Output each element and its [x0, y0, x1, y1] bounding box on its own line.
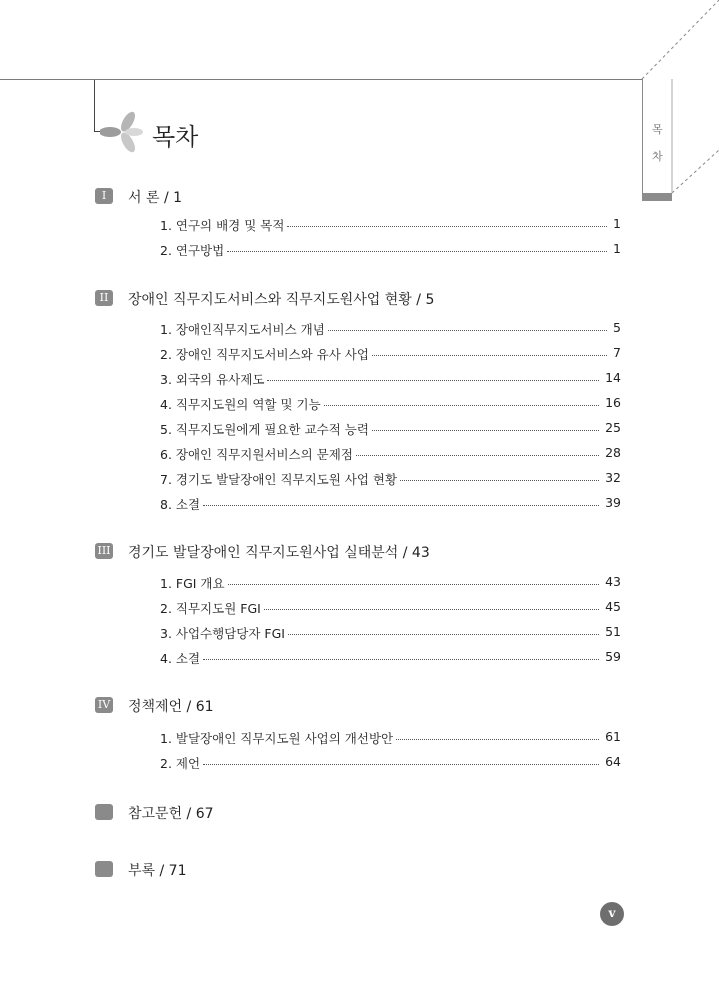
entry-page: 51 — [605, 624, 621, 639]
entry-title: 2. 장애인 직무지도서비스와 유사 사업 — [160, 345, 372, 363]
dot-leader — [288, 634, 599, 635]
dot-leader — [203, 764, 599, 765]
dot-leader — [372, 355, 607, 356]
entry-title: 2. 연구방법 — [160, 241, 227, 259]
entry-title: 7. 경기도 발달장애인 직무지도원 사업 현황 — [160, 470, 400, 488]
dot-leader — [267, 380, 599, 381]
entry-page: 61 — [605, 729, 621, 744]
section-title: 장애인 직무지도서비스와 직무지도원사업 현황 / 5 — [128, 292, 435, 308]
entry-title: 6. 장애인 직무지원서비스의 문제점 — [160, 445, 356, 463]
section-title: 참고문헌 / 67 — [128, 806, 214, 822]
entry-page: 28 — [605, 445, 621, 460]
entry-page: 7 — [613, 345, 621, 360]
entry-title: 8. 소결 — [160, 495, 203, 513]
dot-leader — [203, 505, 599, 506]
dot-leader — [227, 251, 607, 252]
dot-leader — [324, 405, 599, 406]
entry-page: 64 — [605, 754, 621, 769]
section-title: 서 론 / 1 — [128, 190, 183, 206]
entry-title: 4. 소결 — [160, 649, 203, 667]
section-badge — [95, 861, 113, 877]
dot-leader — [356, 455, 599, 456]
section-badge: III — [95, 543, 113, 559]
entry-title: 1. 발달장애인 직무지도원 사업의 개선방안 — [160, 729, 396, 747]
dot-leader — [400, 480, 599, 481]
side-label-top: 목 — [652, 123, 663, 136]
dot-leader — [328, 330, 607, 331]
section-badge: I — [95, 188, 113, 204]
section-badge — [95, 804, 113, 820]
entry-title: 2. 제언 — [160, 754, 203, 772]
entry-page: 45 — [605, 599, 621, 614]
section-title: 경기도 발달장애인 직무지도원사업 실태분석 / 43 — [128, 545, 430, 561]
entry-title: 4. 직무지도원의 역할 및 기능 — [160, 395, 324, 413]
section-title: 부록 / 71 — [128, 863, 187, 879]
entry-title: 5. 직무지도원에게 필요한 교수적 능력 — [160, 420, 372, 438]
entry-title: 1. 연구의 배경 및 목적 — [160, 216, 287, 234]
page-title: 목차 — [152, 123, 199, 151]
section-title: 정책제언 / 61 — [128, 699, 214, 715]
entry-page: 39 — [605, 495, 621, 510]
dot-leader — [396, 739, 599, 740]
side-tab-line — [642, 79, 643, 199]
entry-page: 1 — [613, 241, 621, 256]
dot-leader — [264, 609, 599, 610]
entry-page: 16 — [605, 395, 621, 410]
dot-leader — [287, 226, 607, 227]
title-bracket — [94, 80, 95, 132]
entry-page: 1 — [613, 216, 621, 231]
entry-title: 3. 사업수행담당자 FGI — [160, 624, 288, 642]
entry-title: 1. FGI 개요 — [160, 574, 228, 592]
header-rule — [0, 79, 642, 80]
entry-page: 43 — [605, 574, 621, 589]
entry-page: 32 — [605, 470, 621, 485]
page-number-badge: v — [600, 902, 624, 926]
entry-page: 14 — [605, 370, 621, 385]
entry-page: 5 — [613, 320, 621, 335]
entry-title: 3. 외국의 유사제도 — [160, 370, 267, 388]
dot-leader — [203, 659, 599, 660]
entry-page: 25 — [605, 420, 621, 435]
side-tab-bar — [642, 193, 672, 201]
dot-leader — [228, 584, 600, 585]
entry-page: 59 — [605, 649, 621, 664]
leaf-logo-icon — [100, 110, 144, 154]
section-badge: II — [95, 290, 113, 306]
dot-leader — [372, 430, 599, 431]
entry-title: 2. 직무지도원 FGI — [160, 599, 264, 617]
entry-title: 1. 장애인직무지도서비스 개념 — [160, 320, 328, 338]
side-label-bottom: 차 — [652, 150, 663, 163]
section-badge: IV — [95, 697, 113, 713]
